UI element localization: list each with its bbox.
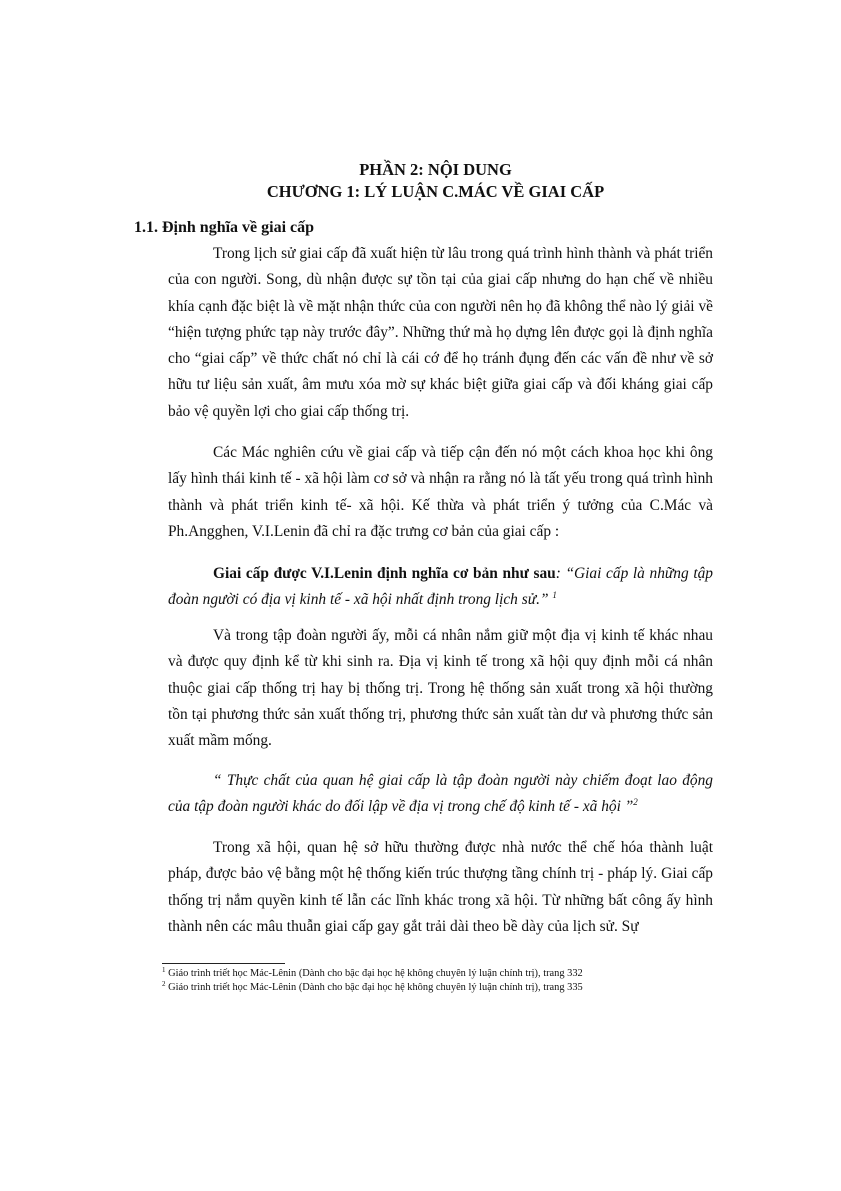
chapter-heading: CHƯƠNG 1: LÝ LUẬN C.MÁC VỀ GIAI CẤP: [266, 182, 605, 201]
paragraph-ownership-law: Trong xã hội, quan hệ sở hữu thường được nhà nước thể chế hóa thành luật pháp, được bảo vệ bằng một hệ thống kiến trúc thượng tầng chính trị - pháp lý. Giai cấp thống trị nắm quyền kinh tế lẫn các lĩnh khác trong xã hội. Từ những bất công ấy hình thành nên các mâu thuẫn giai cấp gay gắt trải dài theo bề dày của lịch sử. Sự: [168, 839, 713, 935]
definition-quote: : “Giai cấp là những tập đoàn người có địa vị kinh tế - xã hội nhất định trong lịch sử.”: [168, 565, 713, 609]
footnote-2: [162, 981, 583, 994]
footnote-1-text: Giáo trình triết học Mác-Lênin (Dành cho bậc đại học hệ không chuyên lý luận chính trị), trang 332: [168, 968, 583, 979]
footnote-ref-2: 2: [633, 797, 638, 808]
class-relation-quote: “ Thực chất của quan hệ giai cấp là tập đoàn người này chiếm đoạt lao động của tập đoàn người khác do đối lập về địa vị trong chế độ kinh tế - xã hội ”: [168, 772, 713, 816]
footnote-1: [162, 967, 583, 980]
paragraph-marx-research: Các Mác nghiên cứu về giai cấp và tiếp cận đến nó một cách khoa học khi ông lấy hình thái kinh tế - xã hội làm cơ sở và nhận ra rằng nó là tất yếu trong quá trình hình thành và phát triển kinh tế- xã hội. Kế thừa và phát triển ý tưởng của C.Mác và Ph.Angghen, V.I.Lenin đã chỉ ra đặc trưng cơ bản của giai cấp :: [168, 444, 713, 540]
part-heading: PHẦN 2: NỘI DUNG: [359, 160, 512, 179]
paragraph-economic-status: Và trong tập đoàn người ấy, mỗi cá nhân nắm giữ một địa vị kinh tế khác nhau và được quy định kể từ khi sinh ra. Địa vị kinh tế trong xã hội quy định mỗi cá nhân thuộc giai cấp thống trị hay bị thống trị. Trong hệ thống sản xuất trong xã hội thường tồn tại phương thức sản xuất thống trị, phương thức sản xuất tàn dư và phương thức sản xuất mầm mống.: [168, 627, 713, 750]
footnote-divider: [162, 963, 285, 964]
paragraph-lenin-definition: [168, 561, 713, 614]
footnote-2-number: 2: [162, 980, 166, 988]
footnote-2-text: Giáo trình triết học Mác-Lênin (Dành cho bậc đại học hệ không chuyên lý luận chính trị), trang 335: [168, 982, 583, 993]
definition-lead: Giai cấp được V.I.Lenin định nghĩa cơ bản như sau: [213, 565, 556, 582]
paragraph-history: Trong lịch sử giai cấp đã xuất hiện từ lâu trong quá trình hình thành và phát triển của con người. Song, dù nhận được sự tồn tại của giai cấp nhưng do hạn chế về nhiều khía cạnh đặc biệt là về mặt nhận thức của con người nên họ đã không thể nào lý giải về “hiện tượng phức tạp này trước đây”. Những thứ mà họ dựng lên được gọi là định nghĩa cho “giai cấp” về thức chất nó chỉ là cái cớ để họ tránh đụng đến các vấn đề như về sở hữu tư liệu sản xuất, âm mưu xóa mờ sự khác biệt giữa giai cấp và đối kháng giai cấp bảo vệ quyền lợi cho giai cấp thống trị.: [168, 245, 713, 420]
paragraph-class-relation-quote: [168, 768, 713, 821]
footnote-ref-1: 1: [552, 590, 557, 601]
section-title: 1.1. Định nghĩa về giai cấp: [134, 219, 315, 236]
footnote-1-number: 1: [162, 966, 166, 974]
